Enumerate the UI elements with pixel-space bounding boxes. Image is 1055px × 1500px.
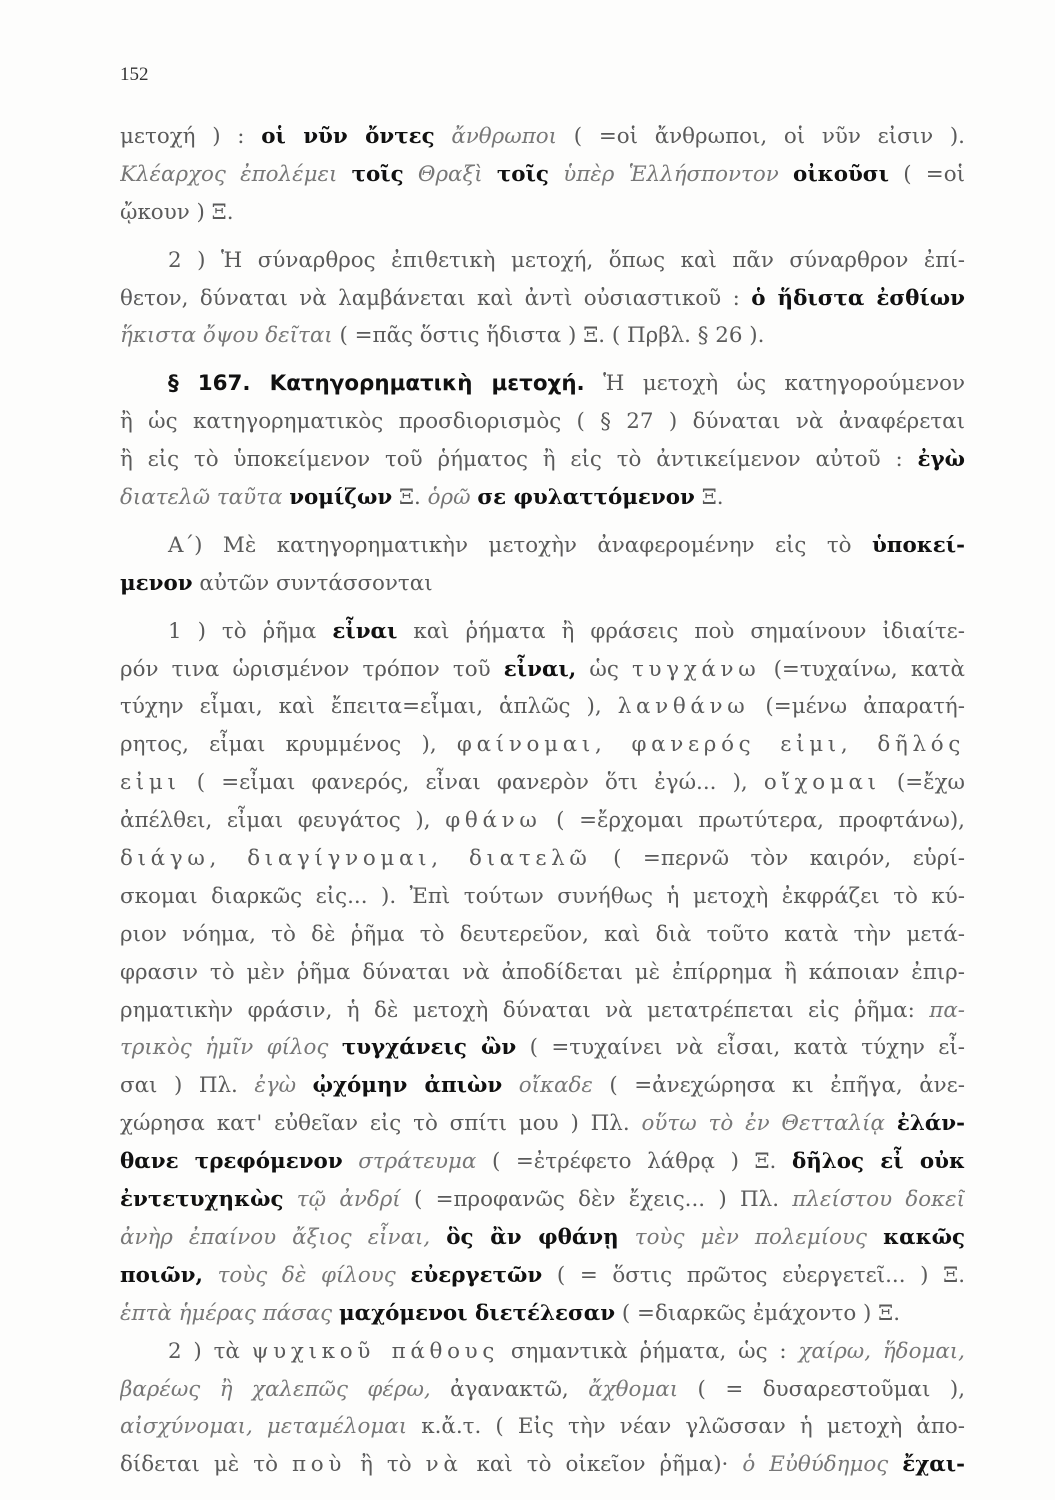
text-run: ἐλάν- <box>896 1111 965 1137</box>
paragraph-gap <box>120 603 965 613</box>
text-line <box>120 1143 965 1181</box>
text-run: θετον, δύναται νὰ λαμβάνεται καὶ ἀντὶ οὐσιαστικοῦ : <box>120 285 752 311</box>
text-line <box>120 565 965 603</box>
text-run: Θραξὶ <box>403 161 497 187</box>
text-run: οἴχομαι <box>763 770 881 796</box>
text-run: θανε τρεφόμενον <box>120 1149 343 1175</box>
text-run: ὃς ἂν φθάνῃ <box>446 1224 619 1250</box>
text-run: ( =ἀνεχώρησα κι ἐπῆγα, ἀνε- <box>609 1073 965 1099</box>
text-run: ποιῶν, <box>120 1262 203 1288</box>
text-line <box>120 403 965 441</box>
text-line <box>120 441 965 479</box>
text-run: ὡς <box>576 656 632 682</box>
text-run: ἀνὴρ ἐπαίνου ἄξιος εἶναι, <box>120 1224 447 1250</box>
text-run: ( =προφανῶς δὲν ἔχεις... ) Πλ. <box>413 1187 793 1213</box>
text-line <box>120 527 965 565</box>
text-run: τυγχάνεις ὢν <box>341 1035 517 1061</box>
text-run: εἰμι <box>120 770 181 796</box>
text-line <box>120 840 965 878</box>
text-run: ( =περνῶ τὸν καιρόν, εὑρί- <box>591 846 965 872</box>
text-run: ὑποκεί- <box>871 532 965 558</box>
text-run: φαίνομαι, φανερός εἰμι, δῆλός <box>456 732 965 758</box>
text-run: ρητος, εἶμαι κρυμμένος ), <box>120 732 457 758</box>
text-run: Ξ. <box>392 485 428 511</box>
text-run: καὶ τὸ οἰκεῖον ῥῆμα)· <box>462 1452 743 1478</box>
text-run: ἀπέλθει, εἶμαι φευγάτος ), <box>120 808 446 834</box>
page-number: 152 <box>120 64 149 85</box>
text-run: ἄχθομαι <box>588 1376 679 1402</box>
text-run: πλείστου δοκεῖ <box>792 1187 965 1213</box>
text-run: οἴκαδε <box>502 1073 610 1099</box>
page-body <box>120 118 965 1484</box>
text-run: τοῖς <box>496 161 549 187</box>
text-run: δίδεται μὲ τὸ <box>120 1452 293 1478</box>
text-run: Κλέαρχος ἐπολέμει <box>120 161 352 187</box>
text-run: (=τυχαίνω, κατὰ <box>760 656 965 682</box>
text-line <box>120 1446 965 1484</box>
text-run: εἶναι, <box>503 656 577 682</box>
text-line <box>120 317 965 355</box>
text-run: ἄνθρωποι <box>434 124 574 149</box>
text-run: ρηματικὴν φράσιν, ἡ δὲ μετοχὴ δύναται νὰ μετατρέπεται εἰς ῥῆμα: <box>120 997 930 1023</box>
text-run: χαίρω, ἥδομαι, <box>798 1338 965 1364</box>
paragraph-gap <box>120 355 965 365</box>
text-line <box>120 878 965 916</box>
text-run: 1 ) τὸ ῥῆμα <box>168 618 333 644</box>
text-run: § 167. Κατηγορηματικὴ μετοχή. <box>168 371 585 397</box>
text-run: ἑπτὰ ἡμέρας πάσας <box>120 1300 339 1326</box>
text-run: ( =διαρκῶς ἐμάχοντο ) Ξ. <box>615 1300 900 1326</box>
text-line <box>120 479 965 517</box>
text-line <box>120 1029 965 1067</box>
paragraph-gap <box>120 517 965 527</box>
text-run: Ξ. <box>694 485 724 511</box>
text-line <box>120 1408 965 1446</box>
text-run: ( =πᾶς ὅστις ἥδιστα ) Ξ. ( Πρβλ. § 26 ). <box>339 323 765 349</box>
text-run: οἱ νῦν ὄντες <box>261 124 435 149</box>
text-run: ( =οἱ ἄνθρωποι, οἱ νῦν εἰσιν ). <box>573 124 965 149</box>
text-run: φρασιν τὸ μὲν ῥῆμα δύναται νὰ ἀποδίδεται μὲ ἐπίρρημα ἢ κάποιαν ἐπιρ- <box>120 959 965 985</box>
text-line <box>120 1333 965 1371</box>
text-run: οἰκοῦσι <box>793 161 889 187</box>
text-run: νομίζων <box>289 485 393 511</box>
text-run: διάγω, διαγίγνομαι, διατελῶ <box>120 846 592 872</box>
text-line <box>120 280 965 318</box>
text-run: ( = ὅστις πρῶτος εὐεργετεῖ... ) Ξ. <box>542 1262 965 1288</box>
text-run: τοὺς δὲ φίλους <box>202 1262 411 1288</box>
text-line <box>120 802 965 840</box>
text-run: τρικὸς ἡμῖν φίλος <box>120 1035 342 1061</box>
text-run: ( =ἔρχομαι πρωτύτερα, προφτάνω), <box>541 808 965 834</box>
text-line <box>120 1067 965 1105</box>
text-line <box>120 194 965 232</box>
text-run: ἥκιστα ὄψου δεῖται <box>120 323 340 349</box>
text-line <box>120 156 965 194</box>
text-run: χώρησα κατ' εὐθεῖαν εἰς τὸ σπίτι μου ) Πλ. <box>120 1111 642 1137</box>
text-run: ὑπὲρ Ἑλλήσποντον <box>548 161 794 187</box>
text-run: οὕτω τὸ ἐν Θετταλίᾳ <box>641 1111 897 1137</box>
text-run: σε φυλαττόμενον <box>477 485 695 511</box>
text-run: μαχόμενοι διετέλεσαν <box>338 1300 616 1326</box>
text-run: δῆλος εἶ οὐκ <box>791 1149 965 1175</box>
text-run: φθάνω <box>445 808 542 834</box>
text-line <box>120 1219 965 1257</box>
text-run: Α΄) Μὲ κατηγορηματικὴν μετοχὴν ἀναφερομένην εἰς τὸ <box>168 532 872 558</box>
text-line <box>120 1295 965 1333</box>
text-run: ὁ Εὐθύδημος <box>742 1452 903 1478</box>
text-run: στράτευμα <box>342 1149 492 1175</box>
paragraph-gap <box>120 232 965 242</box>
text-run: ρόν τινα ὡρισμένον τρόπον τοῦ <box>120 656 504 682</box>
text-run: κακῶς <box>883 1224 965 1250</box>
text-run: νὰ <box>425 1452 463 1478</box>
text-run: τοῖς <box>351 161 404 187</box>
text-line <box>120 992 965 1030</box>
text-run: ἀγανακτῶ, <box>450 1376 589 1402</box>
text-run: ἐντετυχηκὼς <box>120 1187 284 1213</box>
text-run: (=ἔχω <box>880 770 965 796</box>
text-run: ὁρῶ <box>427 485 478 511</box>
text-run: ψυχικοῦ πάθους <box>251 1338 500 1364</box>
text-line <box>120 688 965 726</box>
text-run: βαρέως ἢ χαλεπῶς φέρω, <box>120 1376 451 1402</box>
text-line <box>120 916 965 954</box>
text-run: τυγχάνω <box>631 656 761 682</box>
text-line <box>120 954 965 992</box>
text-run: αὐτῶν συντάσσονται <box>192 570 433 596</box>
text-run: Ἡ μετοχὴ ὡς κατηγορούμενον <box>584 371 965 397</box>
text-run: τῷ ἀνδρί <box>283 1187 414 1213</box>
text-run: καὶ ῥήματα ἢ φράσεις ποὺ σημαίνουν ἰδιαίτε- <box>397 618 965 644</box>
text-run: τοὺς μὲν πολεμίους <box>618 1224 884 1250</box>
text-run: ὁ ἥδιστα ἐσθίων <box>751 285 965 311</box>
text-run: ᾠχόμην ἀπιὼν <box>312 1073 503 1099</box>
text-run: μετοχή ) : <box>120 124 262 149</box>
text-run: ἢ εἰς τὸ ὑποκείμενον τοῦ ῥήματος ἢ εἰς τὸ ἀντικείμενον αὐτοῦ : <box>120 447 918 473</box>
text-line <box>120 365 965 403</box>
text-run: ᾤκουν ) Ξ. <box>120 199 234 225</box>
text-line <box>120 613 965 651</box>
text-run: ( =οἱ <box>888 161 965 187</box>
text-run: λανθάνω <box>617 694 750 720</box>
text-run: ( =ἐτρέφετο λάθρᾳ ) Ξ. <box>491 1149 792 1175</box>
text-run: ( =τυχαίνει νὰ εἶσαι, κατὰ τύχην εἶ- <box>516 1035 965 1061</box>
text-line <box>120 1181 965 1219</box>
text-run: (=μένω ἀπαρατή- <box>749 694 965 720</box>
text-line <box>120 242 965 280</box>
text-run: σαι ) Πλ. <box>120 1073 255 1099</box>
text-run: εὐεργετῶν <box>410 1262 543 1288</box>
text-run: ( =εἶμαι φανερός, εἶναι φανερὸν ὅτι ἐγώ... ), <box>180 770 764 796</box>
text-run: ( = δυσαρεστοῦμαι ), <box>678 1376 965 1402</box>
text-run: πα- <box>929 997 965 1023</box>
text-run: ἐγὼ <box>917 447 965 473</box>
text-run: διατελῶ ταῦτα <box>120 485 290 511</box>
text-line <box>120 764 965 802</box>
text-run: ἢ τὸ <box>346 1452 426 1478</box>
text-run: τύχην εἶμαι, καὶ ἔπειτα=εἶμαι, ἁπλῶς ), <box>120 694 618 720</box>
text-run: αἰσχύνομαι, μεταμέλομαι <box>120 1414 422 1440</box>
text-run: ποὺ <box>292 1452 347 1478</box>
text-line <box>120 118 965 156</box>
text-run: ἢ ὡς κατηγορηματικὸς προσδιορισμὸς ( § 27 ) δύναται νὰ ἀναφέρεται <box>120 409 965 435</box>
text-run: ἐγὼ <box>254 1073 313 1099</box>
text-run: 2 ) τὰ <box>168 1338 252 1364</box>
text-run: εἶναι <box>332 618 398 644</box>
text-line <box>120 1105 965 1143</box>
text-line <box>120 1257 965 1295</box>
text-line <box>120 651 965 689</box>
text-line <box>120 1371 965 1409</box>
text-run: κ.ἄ.τ. ( Εἰς τὴν νέαν γλῶσσαν ἡ μετοχὴ ἀπο- <box>421 1414 965 1440</box>
text-line <box>120 726 965 764</box>
text-run: ριον νόημα, τὸ δὲ ῥῆμα τὸ δευτερεῦον, καὶ διὰ τοῦτο κατὰ τὴν μετά- <box>120 921 965 947</box>
text-run: σκομαι διαρκῶς εἰς... ). Ἐπὶ τούτων συνήθως ἡ μετοχὴ ἐκφράζει τὸ κύ- <box>120 883 965 909</box>
text-run: 2 ) Ἡ σύναρθρος ἐπιθετικὴ μετοχή, ὅπως καὶ πᾶν σύναρθρον ἐπί- <box>168 247 965 273</box>
text-run: σημαντικὰ ῥήματα, ὡς : <box>499 1338 799 1364</box>
text-run: μενον <box>120 570 193 596</box>
text-run: ἔχαι- <box>902 1452 965 1478</box>
